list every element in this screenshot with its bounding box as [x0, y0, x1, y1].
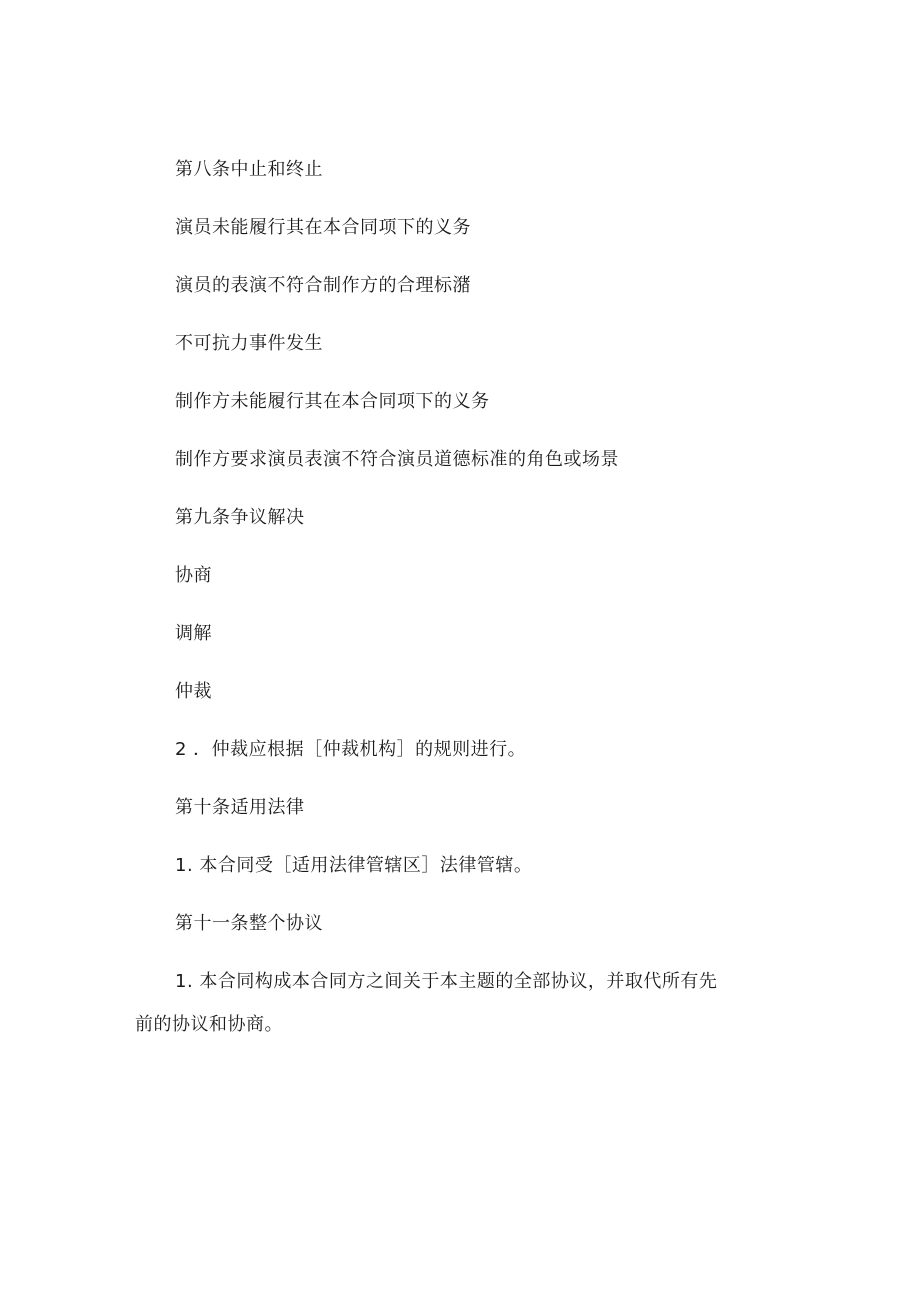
- article-8-item-1: 演员未能履行其在本合同项下的义务: [175, 217, 471, 238]
- article-9-item-mediation: 调解: [175, 623, 212, 644]
- article-8-heading: 第八条中止和终止: [175, 159, 323, 180]
- article-11-clause-1: 1. 本合同构成本合同方之间关于本主题的全部协议，并取代所有先: [175, 971, 718, 992]
- article-11-heading: 第十一条整个协议: [175, 913, 323, 934]
- article-9-item-negotiation: 协商: [175, 565, 212, 586]
- article-9-clause-2: 2 ．仲裁应根据［仲裁机构］的规则进行。: [175, 739, 527, 760]
- article-10-heading: 第十条适用法律: [175, 797, 305, 818]
- article-8-item-2: 演员的表演不符合制作方的合理标潴: [175, 275, 471, 296]
- article-8-item-4: 制作方未能履行其在本合同项下的义务: [175, 391, 490, 412]
- article-10-clause-1: 1. 本合同受［适用法律管辖区］法律管辖。: [175, 855, 533, 876]
- article-9-heading: 第九条争议解决: [175, 507, 305, 528]
- article-11-clause-1-continued: 前的协议和协商。: [135, 1014, 283, 1035]
- article-8-item-3: 不可抗力事件发生: [175, 333, 323, 354]
- article-9-item-arbitration: 仲裁: [175, 681, 212, 702]
- article-8-item-5: 制作方要求演员表演不符合演员道德标准的角色或场景: [175, 449, 619, 470]
